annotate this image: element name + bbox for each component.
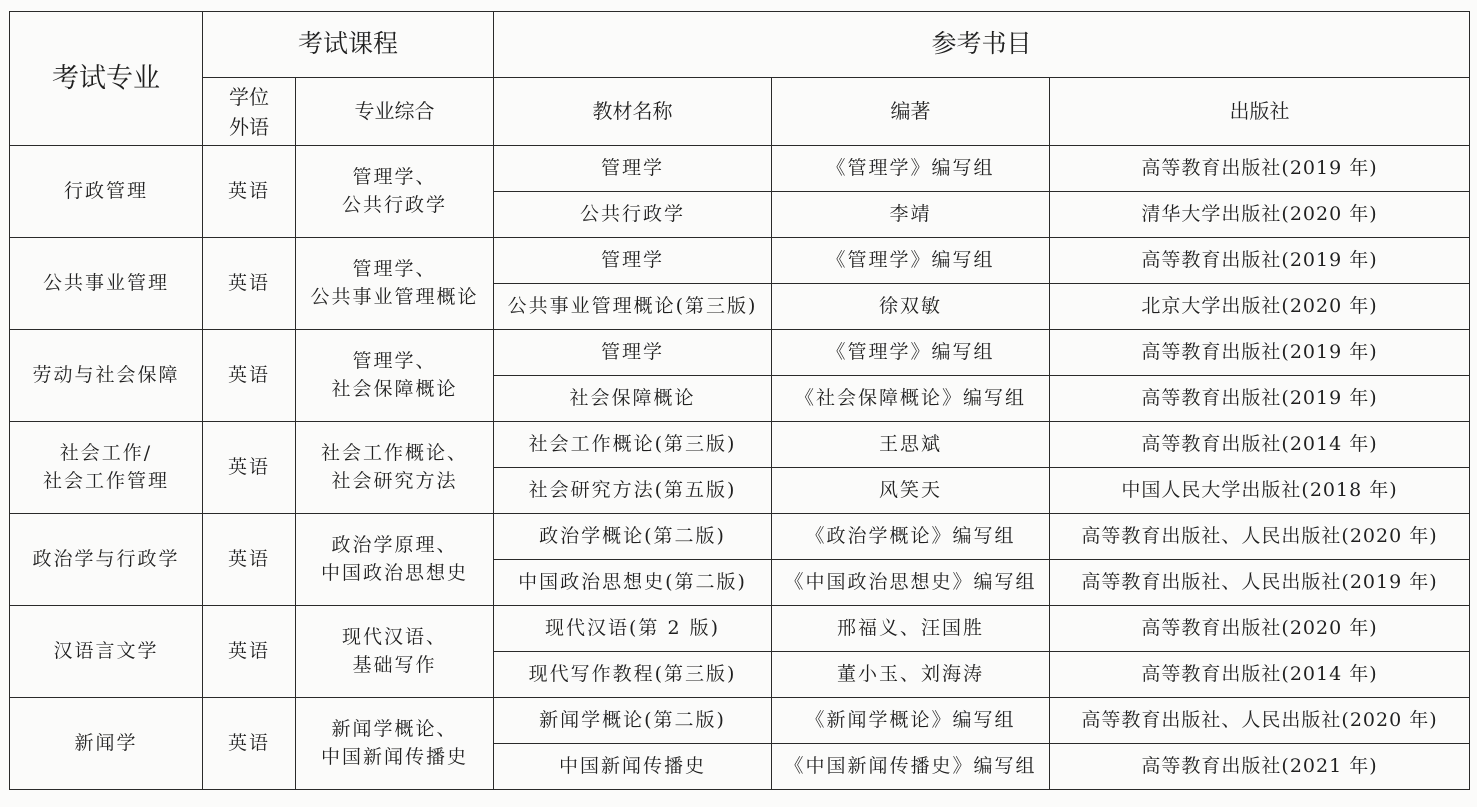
major-cell: 社会工作/ 社会工作管理 — [10, 422, 203, 514]
book-publisher-cell: 清华大学出版社(2020 年) — [1050, 192, 1470, 238]
comprehensive-cell: 管理学、 社会保障概论 — [296, 330, 494, 422]
book-title-cell: 中国新闻传播史 — [494, 744, 772, 790]
book-publisher-cell: 高等教育出版社、人民出版社(2020 年) — [1050, 698, 1470, 744]
book-author-cell: 王思斌 — [772, 422, 1050, 468]
book-title-cell: 管理学 — [494, 146, 772, 192]
table-row — [10, 606, 1470, 652]
language-cell: 英语 — [203, 606, 296, 698]
book-title-cell: 公共行政学 — [494, 192, 772, 238]
book-title-cell: 管理学 — [494, 330, 772, 376]
comprehensive-cell: 现代汉语、 基础写作 — [296, 606, 494, 698]
language-cell: 英语 — [203, 238, 296, 330]
header-books: 参考书目 — [494, 12, 1470, 78]
header-foreign-language: 学位 外语 — [203, 78, 296, 146]
book-publisher-cell: 高等教育出版社(2019 年) — [1050, 376, 1470, 422]
book-author-cell: 《新闻学概论》编写组 — [772, 698, 1050, 744]
book-publisher-cell: 高等教育出版社(2014 年) — [1050, 652, 1470, 698]
comprehensive-cell: 管理学、 公共事业管理概论 — [296, 238, 494, 330]
book-author-cell: 《管理学》编写组 — [772, 330, 1050, 376]
header-row-1 — [10, 12, 1470, 78]
book-title-cell: 政治学概论(第二版) — [494, 514, 772, 560]
comprehensive-cell: 管理学、 公共行政学 — [296, 146, 494, 238]
header-author: 编著 — [772, 78, 1050, 146]
table-row — [10, 698, 1470, 744]
major-cell: 行政管理 — [10, 146, 203, 238]
book-author-cell: 《管理学》编写组 — [772, 146, 1050, 192]
language-cell: 英语 — [203, 514, 296, 606]
book-title-cell: 管理学 — [494, 238, 772, 284]
table-row — [10, 146, 1470, 192]
book-author-cell: 徐双敏 — [772, 284, 1050, 330]
book-publisher-cell: 高等教育出版社(2019 年) — [1050, 146, 1470, 192]
book-author-cell: 《管理学》编写组 — [772, 238, 1050, 284]
book-title-cell: 现代汉语(第 2 版) — [494, 606, 772, 652]
header-courses: 考试课程 — [203, 12, 494, 78]
header-major: 考试专业 — [10, 12, 203, 146]
book-author-cell: 《中国新闻传播史》编写组 — [772, 744, 1050, 790]
book-author-cell: 邢福义、汪国胜 — [772, 606, 1050, 652]
book-publisher-cell: 高等教育出版社(2021 年) — [1050, 744, 1470, 790]
book-title-cell: 现代写作教程(第三版) — [494, 652, 772, 698]
comprehensive-cell: 社会工作概论、 社会研究方法 — [296, 422, 494, 514]
table-row — [10, 514, 1470, 560]
table-row — [10, 330, 1470, 376]
major-cell: 政治学与行政学 — [10, 514, 203, 606]
book-author-cell: 董小玉、刘海涛 — [772, 652, 1050, 698]
language-cell: 英语 — [203, 422, 296, 514]
book-publisher-cell: 高等教育出版社(2014 年) — [1050, 422, 1470, 468]
exam-reference-table — [9, 11, 1470, 790]
book-publisher-cell: 高等教育出版社、人民出版社(2019 年) — [1050, 560, 1470, 606]
book-publisher-cell: 高等教育出版社、人民出版社(2020 年) — [1050, 514, 1470, 560]
table-row — [10, 422, 1470, 468]
table-row — [10, 238, 1470, 284]
major-cell: 公共事业管理 — [10, 238, 203, 330]
major-cell: 新闻学 — [10, 698, 203, 790]
book-title-cell: 社会研究方法(第五版) — [494, 468, 772, 514]
header-row-2 — [10, 78, 1470, 146]
header-comprehensive: 专业综合 — [296, 78, 494, 146]
book-author-cell: 《政治学概论》编写组 — [772, 514, 1050, 560]
comprehensive-cell: 政治学原理、 中国政治思想史 — [296, 514, 494, 606]
book-publisher-cell: 高等教育出版社(2019 年) — [1050, 238, 1470, 284]
book-publisher-cell: 中国人民大学出版社(2018 年) — [1050, 468, 1470, 514]
book-publisher-cell: 高等教育出版社(2019 年) — [1050, 330, 1470, 376]
book-title-cell: 社会工作概论(第三版) — [494, 422, 772, 468]
language-cell: 英语 — [203, 146, 296, 238]
book-author-cell: 风笑天 — [772, 468, 1050, 514]
book-title-cell: 社会保障概论 — [494, 376, 772, 422]
comprehensive-cell: 新闻学概论、 中国新闻传播史 — [296, 698, 494, 790]
book-title-cell: 新闻学概论(第二版) — [494, 698, 772, 744]
book-publisher-cell: 高等教育出版社(2020 年) — [1050, 606, 1470, 652]
book-author-cell: 《中国政治思想史》编写组 — [772, 560, 1050, 606]
major-cell: 劳动与社会保障 — [10, 330, 203, 422]
book-title-cell: 中国政治思想史(第二版) — [494, 560, 772, 606]
book-publisher-cell: 北京大学出版社(2020 年) — [1050, 284, 1470, 330]
book-author-cell: 李靖 — [772, 192, 1050, 238]
language-cell: 英语 — [203, 330, 296, 422]
header-textbook: 教材名称 — [494, 78, 772, 146]
book-author-cell: 《社会保障概论》编写组 — [772, 376, 1050, 422]
language-cell: 英语 — [203, 698, 296, 790]
major-cell: 汉语言文学 — [10, 606, 203, 698]
book-title-cell: 公共事业管理概论(第三版) — [494, 284, 772, 330]
header-publisher: 出版社 — [1050, 78, 1470, 146]
